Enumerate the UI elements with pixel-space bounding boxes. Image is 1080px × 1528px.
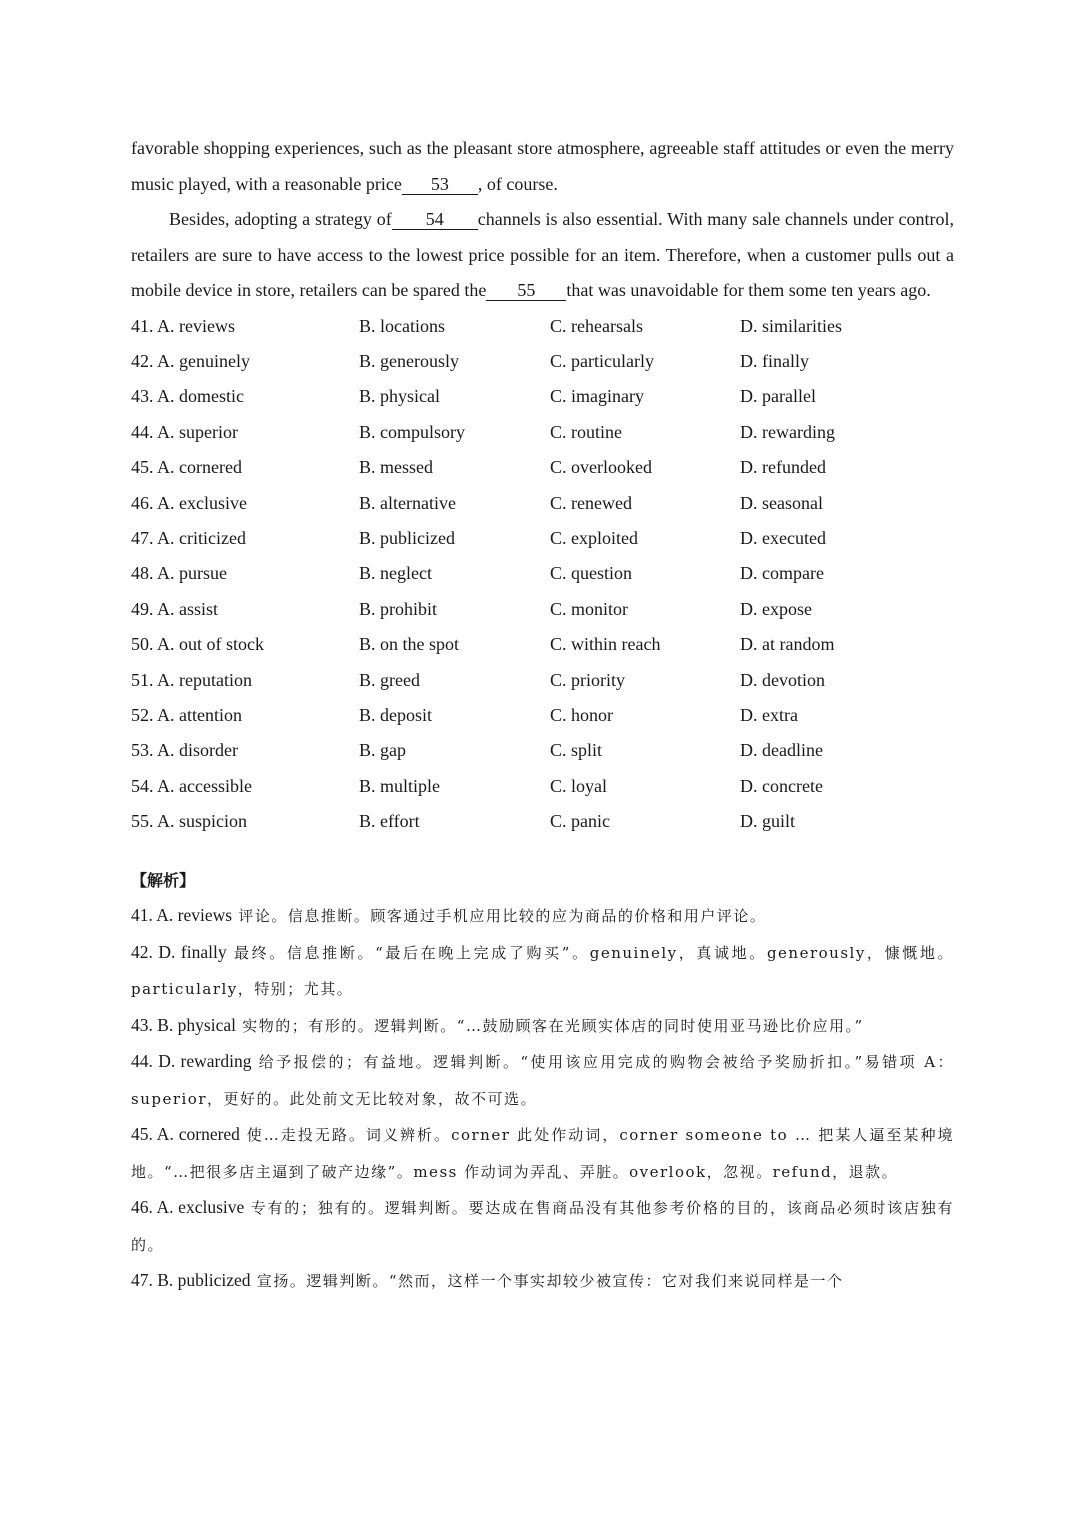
passage-text: favorable shopping experiences, such as the pleasant store atmosphere, agreeable staff attitudes or even the merry music played, with a reasonable price	[131, 138, 954, 194]
option-d: D. rewarding	[740, 421, 835, 442]
analysis-answer: 41. A. reviews	[131, 905, 233, 926]
analysis-explanation: 实物的；有形的。逻辑判断。“…鼓励顾客在光顾实体店的同时使用亚马逊比价应用。”	[236, 1016, 864, 1035]
option-d: D. at random	[740, 634, 835, 655]
option-c: C. renewed	[550, 492, 632, 513]
passage-paragraph-1	[131, 131, 954, 202]
analysis-answer: 45. A. cornered	[131, 1124, 240, 1145]
blank-54: 54	[392, 209, 478, 230]
analysis-item-44	[131, 1044, 954, 1117]
option-d: D. parallel	[740, 386, 816, 407]
option-d: D. guilt	[740, 811, 796, 832]
option-b: B. neglect	[359, 563, 432, 584]
analysis-explanation: 最终。信息推断。“最后在晚上完成了购买”。genuinely，真诚地。generously，慷慨地。particularly，特别；尤其。	[131, 943, 954, 999]
option-a: 43. A. domestic	[131, 386, 244, 407]
analysis-explanation: 宣扬。逻辑判断。“然而，这样一个事实却较少被宣传：它对我们来说同样是一个	[250, 1272, 844, 1291]
option-c: C. overlooked	[550, 457, 652, 478]
analysis-explanation: 给予报偿的；有益地。逻辑判断。“使用该应用完成的购物会被给予奖励折扣。”易错项 A：superior，更好的。此处前文无比较对象，故不可选。	[131, 1053, 955, 1108]
analysis-item-45	[131, 1117, 954, 1190]
option-row-47	[131, 521, 954, 556]
option-row-42	[131, 344, 954, 379]
option-row-44	[131, 415, 954, 450]
analysis-explanation: 评论。信息推断。顾客通过手机应用比较的应为商品的价格和用户评论。	[232, 907, 767, 926]
option-a: 42. A. genuinely	[131, 351, 250, 372]
passage-paragraph-2	[131, 202, 954, 309]
option-b: B. messed	[359, 457, 433, 478]
option-a: 47. A. criticized	[131, 528, 246, 549]
option-d: D. finally	[740, 351, 809, 372]
option-c: C. loyal	[550, 775, 607, 796]
option-b: B. multiple	[359, 775, 440, 796]
option-row-53	[131, 733, 954, 768]
option-c: C. split	[550, 740, 603, 761]
analysis-item-42	[131, 935, 954, 1008]
analysis-item-46	[131, 1190, 954, 1263]
analysis-answer: 42. D. finally	[131, 941, 227, 962]
analysis-answer: 43. B. physical	[131, 1014, 236, 1035]
option-a: 49. A. assist	[131, 598, 219, 619]
option-c: C. panic	[550, 811, 610, 832]
option-c: C. honor	[550, 704, 613, 725]
analysis-explanation: 专有的；独有的。逻辑判断。要达成在售商品没有其他参考价格的目的，该商品必须时该店独有的。	[131, 1199, 954, 1254]
passage-text: that was unavoidable for them some ten years ago.	[566, 280, 931, 300]
option-b: B. compulsory	[359, 421, 465, 442]
analysis-answer: 47. B. publicized	[131, 1270, 251, 1291]
answer-options	[131, 309, 954, 840]
option-row-52	[131, 698, 954, 733]
option-row-49	[131, 592, 954, 627]
option-b: B. gap	[359, 740, 406, 761]
option-c: C. monitor	[550, 598, 629, 619]
option-d: D. seasonal	[740, 492, 823, 513]
option-b: B. on the spot	[359, 634, 460, 655]
option-d: D. executed	[740, 528, 826, 549]
analysis-item-43	[131, 1008, 954, 1045]
option-d: D. devotion	[740, 669, 825, 690]
passage-text: , of course.	[477, 173, 558, 194]
option-d: D. extra	[740, 704, 798, 725]
option-c: C. rehearsals	[550, 315, 643, 336]
option-a: 54. A. accessible	[131, 775, 252, 796]
option-d: D. expose	[740, 598, 812, 619]
option-a: 41. A. reviews	[131, 315, 235, 336]
option-a: 53. A. disorder	[131, 740, 238, 761]
option-b: B. locations	[359, 315, 445, 336]
option-row-43	[131, 379, 954, 414]
analysis-explanation: 使…走投无路。词义辨析。corner 此处作动词，corner someone to … 把某人逼至某种境地。“…把很多店主逼到了破产边缘”。mess 作动词为弄乱、弄脏。overlook，忽视。refund，退款。	[131, 1126, 954, 1181]
option-row-55	[131, 804, 954, 839]
option-row-45	[131, 450, 954, 485]
option-b: B. deposit	[359, 704, 433, 725]
option-a: 55. A. suspicion	[131, 811, 248, 832]
option-a: 48. A. pursue	[131, 563, 227, 584]
option-b: B. prohibit	[359, 598, 438, 619]
document-page	[131, 131, 954, 1300]
option-a: 50. A. out of stock	[131, 634, 264, 655]
option-a: 52. A. attention	[131, 704, 242, 725]
option-c: C. question	[550, 563, 633, 584]
option-b: B. generously	[359, 351, 459, 372]
option-row-48	[131, 556, 954, 591]
option-row-51	[131, 662, 954, 697]
option-row-54	[131, 769, 954, 804]
analysis-item-47	[131, 1263, 954, 1300]
passage-text: Besides, adopting a strategy of	[169, 209, 392, 229]
option-row-46	[131, 485, 954, 520]
option-d: D. refunded	[740, 457, 826, 478]
option-b: B. alternative	[359, 492, 456, 513]
analysis-answer: 46. A. exclusive	[131, 1197, 245, 1218]
analysis-answer: 44. D. rewarding	[131, 1051, 252, 1072]
option-a: 44. A. superior	[131, 421, 238, 442]
option-c: C. imaginary	[550, 386, 644, 407]
option-d: D. compare	[740, 563, 824, 584]
option-c: C. exploited	[550, 528, 638, 549]
blank-53: 53	[402, 174, 478, 195]
analysis-item-41	[131, 898, 954, 935]
option-row-50	[131, 627, 954, 662]
option-d: D. concrete	[740, 775, 823, 796]
option-a: 46. A. exclusive	[131, 492, 247, 513]
option-c: C. within reach	[550, 634, 661, 655]
option-row-41	[131, 309, 954, 344]
analysis-heading: 【解析】	[131, 871, 196, 891]
option-d: D. similarities	[740, 315, 842, 336]
option-b: B. greed	[359, 669, 420, 690]
blank-55: 55	[486, 280, 566, 301]
option-a: 45. A. cornered	[131, 457, 242, 478]
passage-text: channels is also essential. With many sale channels under control, retailers are sure to have access to the lowest price possible for an item. Therefore, when a customer pulls out a mobile device in store, retailers can be spared the	[131, 209, 954, 300]
option-b: B. publicized	[359, 528, 455, 549]
option-c: C. particularly	[550, 351, 654, 372]
option-b: B. physical	[359, 386, 440, 407]
option-b: B. effort	[359, 811, 420, 832]
option-d: D. deadline	[740, 740, 823, 761]
option-a: 51. A. reputation	[131, 669, 252, 690]
option-c: C. priority	[550, 669, 625, 690]
option-c: C. routine	[550, 421, 622, 442]
